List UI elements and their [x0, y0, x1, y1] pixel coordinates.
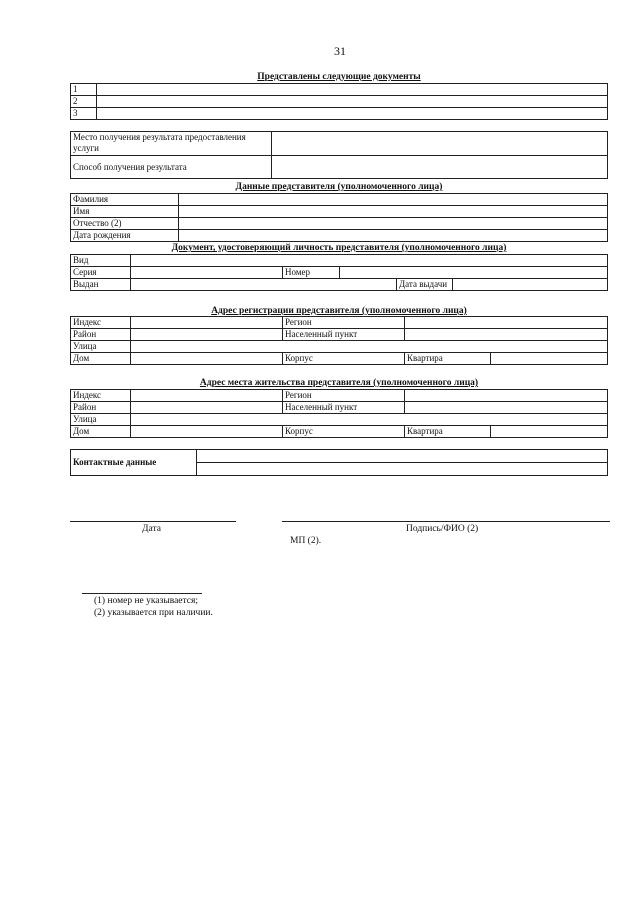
index-label: Индекс	[71, 317, 131, 329]
locality-field[interactable]	[405, 402, 608, 414]
apartment-label: Квартира	[405, 353, 491, 365]
surname-field[interactable]	[179, 194, 608, 206]
birth-date-field[interactable]	[179, 230, 608, 242]
signature-line	[282, 521, 610, 522]
building-label: Корпус	[283, 353, 405, 365]
documents-table	[70, 83, 608, 120]
stamp-label: МП (2).	[290, 536, 322, 546]
page-number: 31	[334, 44, 346, 58]
result-place-field[interactable]	[272, 132, 608, 156]
district-field[interactable]	[131, 329, 283, 341]
index-label: Индекс	[71, 390, 131, 402]
locality-field[interactable]	[405, 329, 608, 341]
date-signature-line	[70, 521, 236, 522]
patronymic-field[interactable]	[179, 218, 608, 230]
house-label: Дом	[71, 426, 131, 438]
apartment-field[interactable]	[491, 426, 608, 438]
row-number: 3	[71, 108, 97, 120]
region-label: Регион	[283, 390, 405, 402]
representative-title: Данные представителя (уполномоченного лица)	[235, 182, 443, 192]
doc-type-label: Вид	[71, 255, 131, 267]
table-row	[71, 108, 608, 120]
table-row	[71, 84, 608, 96]
live-address-title: Адрес места жительства представителя (уполномоченного лица)	[199, 378, 479, 388]
result-method-field[interactable]	[272, 156, 608, 179]
region-label: Регион	[283, 317, 405, 329]
locality-label: Населенный пункт	[283, 402, 405, 414]
doc-type-field[interactable]	[131, 255, 608, 267]
reg-address-title: Адрес регистрации представителя (уполномоченного лица)	[211, 306, 467, 316]
row-number: 2	[71, 96, 97, 108]
series-field[interactable]	[131, 267, 283, 279]
street-field[interactable]	[131, 414, 608, 426]
documents-title: Представлены следующие документы	[257, 72, 421, 82]
index-field[interactable]	[131, 317, 283, 329]
name-field[interactable]	[179, 206, 608, 218]
id-document-table	[70, 254, 608, 291]
contacts-label: Контактные данные	[71, 450, 197, 476]
name-label: Имя	[71, 206, 179, 218]
row-number: 1	[71, 84, 97, 96]
reg-address-table	[70, 316, 608, 365]
surname-label: Фамилия	[71, 194, 179, 206]
locality-label: Населенный пункт	[283, 329, 405, 341]
district-label: Район	[71, 329, 131, 341]
table-row	[71, 96, 608, 108]
street-label: Улица	[71, 414, 131, 426]
apartment-field[interactable]	[491, 353, 608, 365]
region-field[interactable]	[405, 317, 608, 329]
document-field[interactable]	[97, 96, 608, 108]
issued-by-field[interactable]	[131, 279, 397, 291]
footnote-1: (1) номер не указывается;	[94, 596, 198, 606]
district-field[interactable]	[131, 402, 283, 414]
issue-date-field[interactable]	[453, 279, 608, 291]
contacts-table	[70, 449, 608, 476]
representative-table	[70, 193, 608, 242]
birth-date-label: Дата рождения	[71, 230, 179, 242]
result-place-label: Место получения результата предоставления услуги	[71, 132, 272, 156]
building-label: Корпус	[283, 426, 405, 438]
issued-by-label: Выдан	[71, 279, 131, 291]
footnote-2: (2) указывается при наличии.	[94, 608, 213, 618]
id-document-title: Документ, удостоверяющий личность представителя (уполномоченного лица)	[171, 243, 507, 253]
house-field[interactable]	[131, 426, 283, 438]
house-label: Дом	[71, 353, 131, 365]
contacts-field[interactable]	[197, 450, 608, 476]
live-address-table	[70, 389, 608, 438]
index-field[interactable]	[131, 390, 283, 402]
document-field[interactable]	[97, 108, 608, 120]
date-label: Дата	[142, 524, 161, 534]
house-field[interactable]	[131, 353, 283, 365]
patronymic-label: Отчество (2)	[71, 218, 179, 230]
signature-label: Подпись/ФИО (2)	[406, 524, 479, 534]
issue-date-label: Дата выдачи	[397, 279, 453, 291]
region-field[interactable]	[405, 390, 608, 402]
footnote-divider	[82, 593, 202, 594]
district-label: Район	[71, 402, 131, 414]
street-label: Улица	[71, 341, 131, 353]
document-field[interactable]	[97, 84, 608, 96]
number-field[interactable]	[340, 267, 608, 279]
result-method-label: Способ получения результата	[71, 156, 272, 179]
apartment-label: Квартира	[405, 426, 491, 438]
result-table	[70, 131, 608, 179]
number-label: Номер	[283, 267, 340, 279]
series-label: Серия	[71, 267, 131, 279]
street-field[interactable]	[131, 341, 608, 353]
